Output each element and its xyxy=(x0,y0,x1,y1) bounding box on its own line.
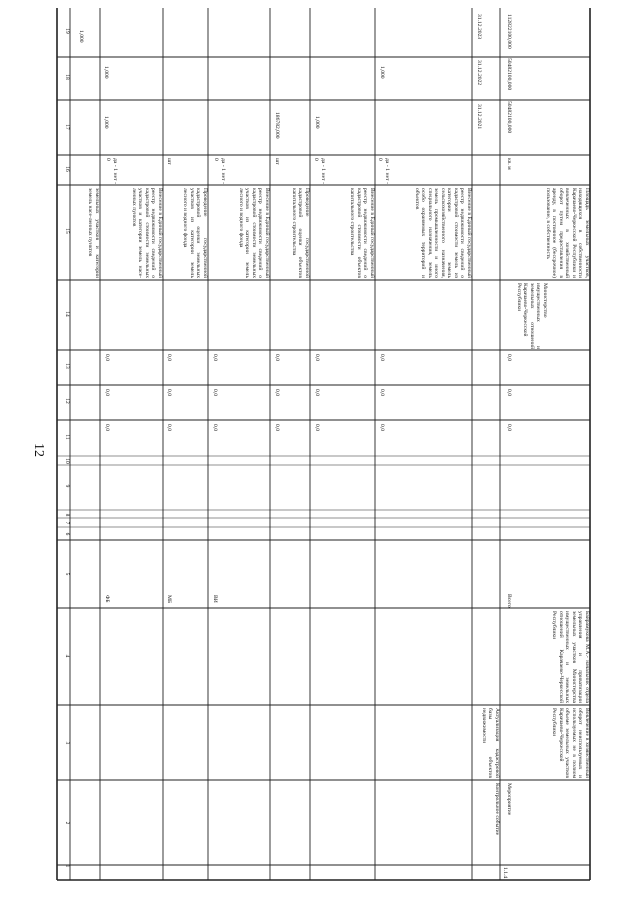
column-number-13: 13 xyxy=(64,363,70,369)
r2-plan-2022: 1,000 xyxy=(103,66,109,79)
event-source-total: Всего xyxy=(506,594,512,608)
event-value-13: 0,0 xyxy=(506,354,512,361)
control-event-text: Актуализация кадастровой базы объектов недвижимости xyxy=(481,708,500,778)
r2-source: ФБ xyxy=(104,595,110,603)
control-event-label: Контрольное событие xyxy=(494,783,500,836)
r2-value-12: 0,0 xyxy=(104,389,110,396)
column-number-2: 2 xyxy=(64,821,70,825)
event-unit: кв. м xyxy=(506,158,512,170)
event-type: Мероприятие xyxy=(506,783,512,816)
column-number-11: 11 xyxy=(64,434,70,440)
column-number-5: 5 xyxy=(64,572,70,576)
r3-indicator-text: Проведение государственной кадастровой оценки земельных участков из категории земель лесного и водного фонда xyxy=(182,188,208,278)
column-number-10: 10 xyxy=(64,458,70,464)
column-number-9: 9 xyxy=(64,484,70,488)
r4-value-11: 0,0 xyxy=(212,424,218,431)
r5-value-13: 0,0 xyxy=(274,354,280,361)
event-responsible: Байрамукова М.А.- начальник отдела управления и приватизации земельных участков Министерства имущественных и земельных отношений Карачаево-Черкесской Республики xyxy=(551,611,590,703)
r2-value-11: 0,0 xyxy=(104,424,110,431)
event-title: Вовлечение в хозяйственный оборот неиспользуемых и используемых не в полном объеме земельных участков Карачаево-Черкесской Республики xyxy=(551,708,590,778)
column-number-7: 7 xyxy=(64,521,70,525)
column-number-3: 3 xyxy=(64,741,70,745)
column-number-17: 17 xyxy=(64,124,70,130)
r1-indicator-text: земельных участков и категории земель насе-ленных пунктов xyxy=(87,188,100,278)
r6-unit: да - 1 нет - 0 xyxy=(313,158,326,184)
column-number-15: 15 xyxy=(64,228,70,234)
r7-value-12: 0,0 xyxy=(379,389,385,396)
r3-value-12: 0,0 xyxy=(166,389,172,396)
column-number-1: 1 xyxy=(64,864,70,868)
r4-value-13: 0,0 xyxy=(212,354,218,361)
event-plan-2022: 50482100,000 xyxy=(506,58,512,91)
r3-value-11: 0,0 xyxy=(166,424,172,431)
r3-unit: шт xyxy=(166,158,172,165)
column-number-4: 4 xyxy=(64,654,70,658)
r7-value-13: 0,0 xyxy=(379,354,385,361)
event-executor: Министерство имущественных и земельных отношений Карачаево-Черкесской Республики xyxy=(516,283,548,349)
r1-plan-2023: 1,000 xyxy=(78,30,84,43)
r2-indicator-text: Внесение в Единый государственный реестр недвижимости сведений о кадастровой стоимости земельных участков и категории земель насе-ленных пунктов xyxy=(131,188,163,278)
r7-unit: да - 1 нет - 0 xyxy=(377,158,390,184)
r4-indicator-text: Внесение в Единый государственный реестр недвижимости сведений о кадастровой стоимости земельных участков из категории земель лесного и водного фонда xyxy=(238,188,270,278)
r6-plan-2021: 1,000 xyxy=(314,116,320,129)
r2-unit: да - 1 нет - 0 xyxy=(105,158,118,184)
r7-value-11: 0,0 xyxy=(379,424,385,431)
r4-value-12: 0,0 xyxy=(212,389,218,396)
r5-plan-2021: 186782,000 xyxy=(274,112,280,139)
column-number-19: 19 xyxy=(64,28,70,34)
r6-value-13: 0,0 xyxy=(314,354,320,361)
column-number-14: 14 xyxy=(64,311,70,317)
r2-plan-2021: 1,000 xyxy=(103,116,109,129)
r5-value-11: 0,0 xyxy=(274,424,280,431)
column-number-18: 18 xyxy=(64,74,70,80)
r4-unit: да - 1 нет - 0 xyxy=(213,158,226,184)
control-date-2022: 31.12.2022 xyxy=(476,60,482,86)
r7-plan-2022: 1,000 xyxy=(379,66,385,79)
column-number-16: 16 xyxy=(64,166,70,172)
column-number-6: 6 xyxy=(64,532,70,536)
r7-indicator-text: Внесение в Единый государственный реестр недвижимости сведений о кадастровой стоимости земель из категории земель сельскохозяйственного назначения, земель промышленности и иного специального назначения, земель особо охраняемых территорий и объектов xyxy=(414,188,472,278)
r6-indicator-text: Внесение в Единый государственный реестр недвижимости сведений о кадастровой стоимости объектов капитального строительства xyxy=(349,188,375,278)
event-value-11: 0,0 xyxy=(506,424,512,431)
event-plan-2021: 50482100,000 xyxy=(506,101,512,134)
control-date-2023: 31.12.2023 xyxy=(476,14,482,40)
r6-value-12: 0,0 xyxy=(314,389,320,396)
r5-value-12: 0,0 xyxy=(274,389,280,396)
control-date-2021: 31.12.2021 xyxy=(476,104,482,130)
column-number-12: 12 xyxy=(64,398,70,404)
event-plan-2023: 112822100,000 xyxy=(506,14,512,49)
r3-source: МБ xyxy=(166,595,172,604)
column-number-8: 8 xyxy=(64,513,70,517)
page-number: 12 xyxy=(31,443,46,457)
r5-indicator-text: Проведение государственной кадастровой оценки объектов капитального строительства xyxy=(291,188,310,278)
r2-value-13: 0,0 xyxy=(104,354,110,361)
event-number: 1.1.4 xyxy=(502,867,508,879)
r3-value-13: 0,0 xyxy=(166,354,172,361)
event-indicator-text: Площадь земельных участков, находящихся в собственности Карачаево-Черкесской Республики и вовлеченных в хозяйственный оборот путем предоставления в аренду, в постоянное (бессрочное) пользование, в собственность xyxy=(545,188,590,278)
r5-unit: шт xyxy=(274,158,280,165)
event-value-12: 0,0 xyxy=(506,389,512,396)
r6-value-11: 0,0 xyxy=(314,424,320,431)
r4-source: ВИ xyxy=(212,595,218,603)
